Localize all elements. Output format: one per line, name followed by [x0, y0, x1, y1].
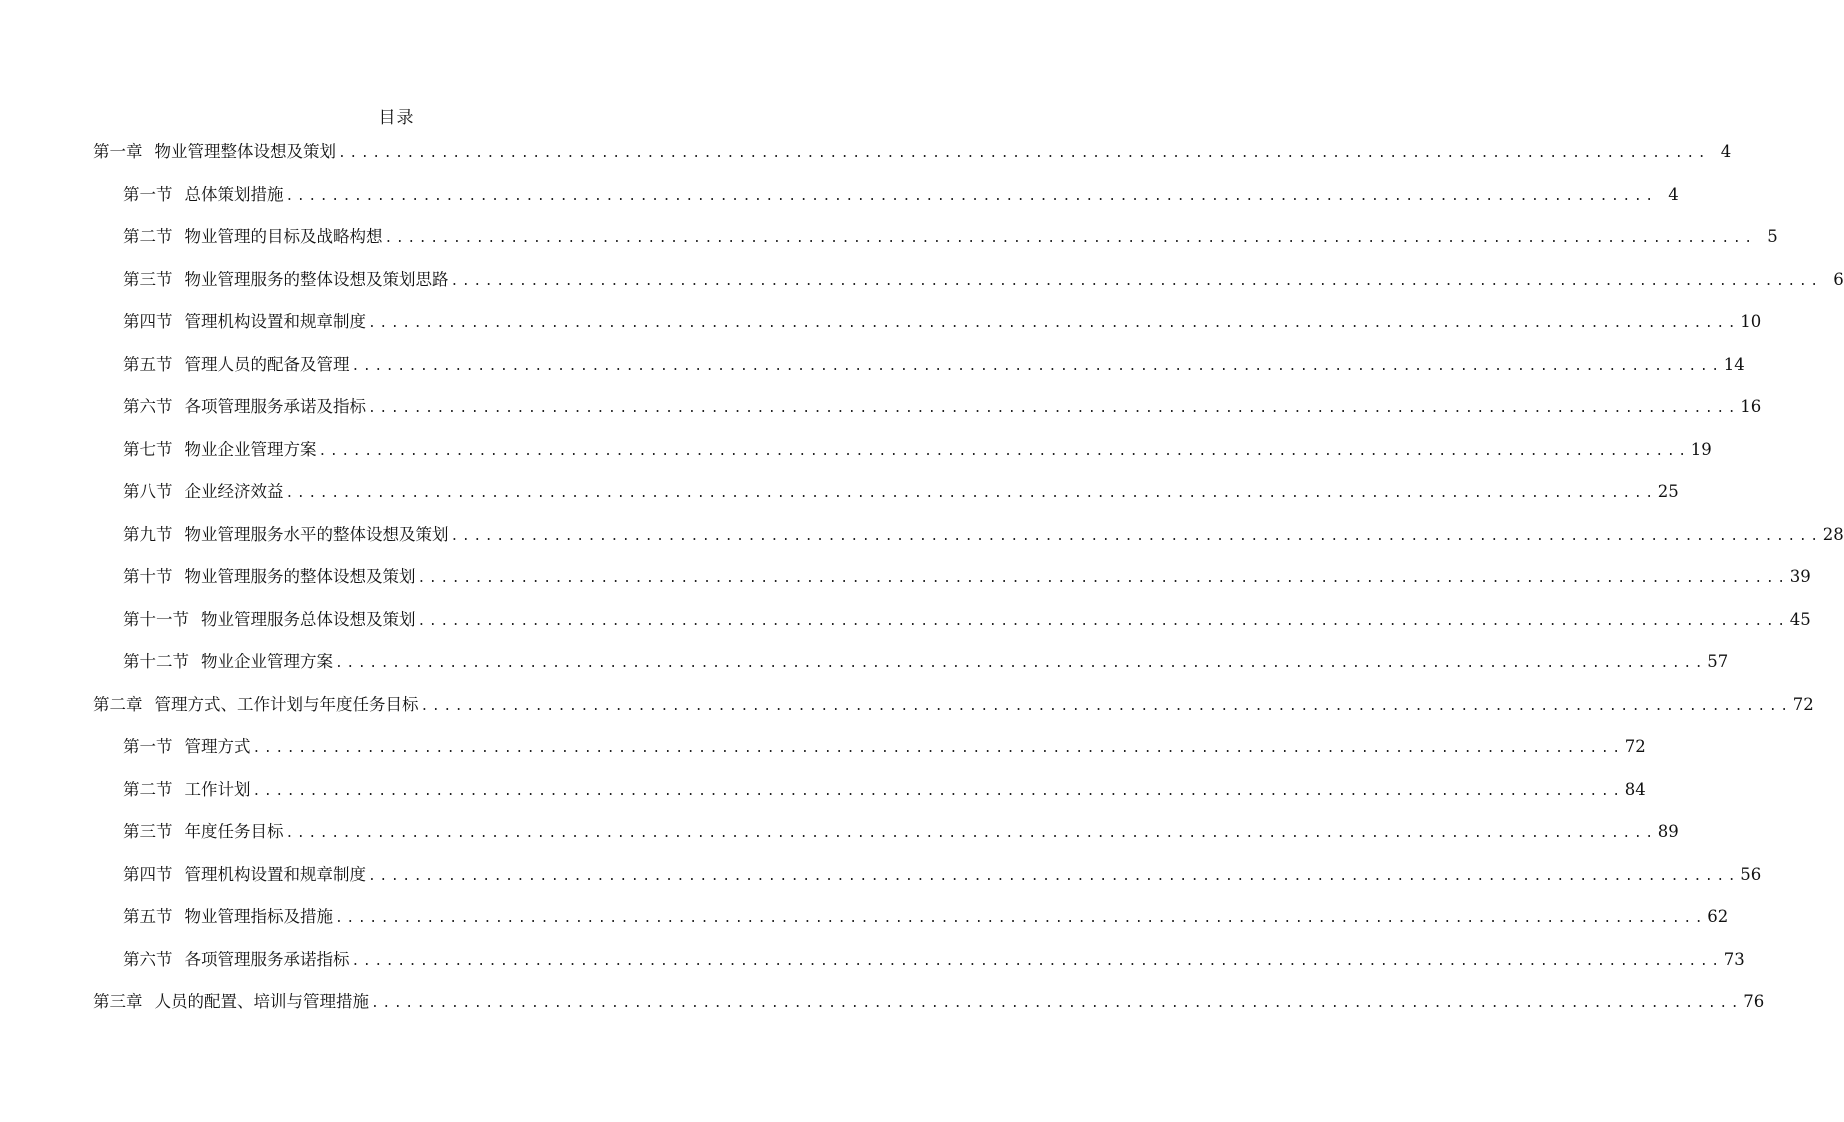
- toc-title: 目录: [378, 108, 415, 128]
- toc-page-number: 45: [1789, 609, 1811, 629]
- toc-dot-leader: ........................................................................................................................: [417, 571, 1789, 586]
- toc-entry[interactable]: [123, 435, 1712, 465]
- toc-entry[interactable]: [123, 307, 1762, 337]
- toc-entry-text: 物业企业管理方案: [184, 439, 317, 459]
- toc-page-number: 76: [1743, 992, 1765, 1011]
- toc-page-number: 14: [1723, 354, 1745, 374]
- toc-entry-text: 各项管理服务承诺指标: [184, 949, 350, 969]
- toc-dot-leader: ........................................................................................................................: [318, 443, 1690, 459]
- toc-page-number: 57: [1707, 652, 1729, 671]
- toc-dot-leader: ........................................................................................................................: [420, 698, 1792, 714]
- toc-entry-text: 工作计划: [184, 779, 251, 799]
- toc-entry-text: 物业管理服务的整体设想及策划: [184, 567, 416, 586]
- toc-entry-text: 管理方式: [184, 737, 251, 756]
- toc-page-number: 5: [1767, 227, 1778, 246]
- toc-entry[interactable]: [123, 180, 1679, 210]
- toc-entry-text: 管理方式、工作计划与年度任务目标: [154, 694, 419, 714]
- toc-entry-text: 各项管理服务承诺及指标: [184, 397, 366, 416]
- toc-entry-label: [93, 137, 336, 167]
- toc-entry-label: [123, 860, 366, 890]
- toc-entry[interactable]: [123, 647, 1729, 677]
- toc-entry[interactable]: [123, 222, 1778, 252]
- toc-entry-number: 第十节: [123, 567, 173, 586]
- toc-entry-label: [123, 477, 284, 507]
- toc-page-number: 72: [1624, 737, 1646, 756]
- toc-entry-number: 第三章: [93, 992, 143, 1011]
- toc-entry-text: 管理机构设置和规章制度: [184, 864, 366, 884]
- toc-entry-text: 物业管理服务水平的整体设想及策划: [184, 524, 449, 544]
- toc-entry[interactable]: [123, 477, 1679, 507]
- toc-dot-leader: ........................................................................................................................: [417, 613, 1789, 629]
- toc-page-number: 10: [1740, 312, 1762, 331]
- toc-entry-number: 第三节: [123, 269, 173, 289]
- toc-dot-leader: ........................................................................................................................: [252, 783, 1624, 799]
- toc-entry-number: 第五节: [123, 354, 173, 374]
- toc-page-number: 4: [1668, 184, 1679, 204]
- toc-entry-text: 物业管理整体设想及策划: [154, 142, 336, 161]
- toc-entry-label: [123, 647, 333, 677]
- toc-page-number: 28: [1822, 524, 1844, 544]
- toc-entry-number: 第二章: [93, 694, 143, 714]
- toc-entry[interactable]: [123, 392, 1762, 422]
- toc-dot-leader: ........................................................................................................................: [450, 528, 1822, 544]
- toc-entry-number: 第二节: [123, 227, 173, 246]
- toc-entry-label: [93, 987, 369, 1017]
- toc-dot-leader: ........................................................................................................................: [368, 401, 1740, 416]
- toc-entry-label: [123, 562, 416, 592]
- toc-entry-label: [123, 945, 350, 975]
- toc-dot-leader: ........................................................................................................................: [368, 316, 1740, 331]
- toc-entry-text: 管理机构设置和规章制度: [184, 312, 366, 331]
- toc-entry-number: 第九节: [123, 524, 173, 544]
- toc-entry-text: 人员的配置、培训与管理措施: [154, 992, 369, 1011]
- toc-page-number: 16: [1740, 397, 1762, 416]
- toc-page-number: 84: [1624, 779, 1646, 799]
- toc-entry-text: 总体策划措施: [184, 184, 284, 204]
- toc-entry-label: [123, 435, 317, 465]
- toc-entry-label: [123, 605, 416, 635]
- toc-dot-leader: ........................................................................................................................: [285, 188, 1657, 204]
- toc-page-number: 4: [1720, 142, 1732, 161]
- toc-page-number: 6: [1833, 269, 1844, 289]
- toc-page-number: 72: [1792, 694, 1814, 714]
- toc-entry-label: [123, 520, 449, 550]
- toc-entry-number: 第四节: [123, 312, 173, 331]
- toc-entry-number: 第七节: [123, 439, 173, 459]
- toc-entry-label: [123, 265, 449, 295]
- toc-entry-label: [123, 307, 366, 337]
- toc-entry[interactable]: [123, 775, 1646, 805]
- toc-dot-leader: ........................................................................................................................: [285, 486, 1657, 501]
- toc-entry-text: 物业管理指标及措施: [184, 907, 333, 926]
- toc-page-number: 39: [1789, 567, 1811, 586]
- toc-dot-leader: ........................................................................................................................: [351, 358, 1723, 374]
- toc-entry-label: [123, 817, 284, 847]
- toc-entry[interactable]: [123, 902, 1729, 932]
- toc-entry[interactable]: [123, 605, 1811, 635]
- toc-entry[interactable]: [123, 817, 1679, 847]
- toc-dot-leader: ........................................................................................................................: [335, 911, 1707, 926]
- toc-entry[interactable]: [123, 265, 1844, 295]
- toc-entry[interactable]: [93, 690, 1814, 720]
- toc-entry-text: 物业管理服务总体设想及策划: [201, 609, 416, 629]
- toc-entry-number: 第四节: [123, 864, 173, 884]
- toc-entry-label: [123, 222, 383, 252]
- toc-entry-label: [123, 180, 284, 210]
- toc-entry-number: 第八节: [123, 482, 173, 501]
- toc-entry-label: [93, 690, 419, 720]
- toc-page-number: 62: [1707, 907, 1729, 926]
- toc-entry-number: 第六节: [123, 949, 173, 969]
- toc-entry[interactable]: [93, 137, 1732, 167]
- toc-entry-text: 物业管理的目标及战略构想: [184, 227, 383, 246]
- toc-entry-number: 第十一节: [123, 609, 189, 629]
- toc-entry-number: 第一节: [123, 737, 173, 756]
- toc-dot-leader: ........................................................................................................................: [368, 868, 1740, 884]
- toc-entry-label: [123, 902, 333, 932]
- toc-entry-number: 第一章: [93, 142, 143, 161]
- toc-page-number: 19: [1690, 439, 1712, 459]
- toc-entry[interactable]: [123, 732, 1646, 762]
- toc-entry[interactable]: [93, 987, 1765, 1017]
- toc-entry[interactable]: [123, 350, 1745, 380]
- toc-entry-text: 物业管理服务的整体设想及策划思路: [184, 269, 449, 289]
- toc-entry-number: 第十二节: [123, 652, 189, 671]
- toc-dot-leader: ........................................................................................................................: [335, 656, 1707, 671]
- toc-entry-number: 第三节: [123, 822, 173, 841]
- toc-entry[interactable]: [123, 945, 1745, 975]
- toc-dot-leader: ........................................................................................................................: [450, 273, 1822, 289]
- toc-entry-text: 年度任务目标: [184, 822, 284, 841]
- toc-entry-label: [123, 732, 251, 762]
- toc-dot-leader: ........................................................................................................................: [252, 741, 1624, 756]
- toc-entry-label: [123, 350, 350, 380]
- toc-entry[interactable]: [123, 562, 1811, 592]
- toc-entry-number: 第一节: [123, 184, 173, 204]
- toc-entry-text: 物业企业管理方案: [201, 652, 333, 671]
- toc-dot-leader: ........................................................................................................................: [371, 996, 1743, 1011]
- toc-dot-leader: ........................................................................................................................: [338, 146, 1710, 161]
- toc-entry[interactable]: [123, 520, 1844, 550]
- toc-dot-leader: ........................................................................................................................: [351, 953, 1723, 969]
- toc-entry-text: 管理人员的配备及管理: [184, 354, 350, 374]
- toc-page-number: 56: [1740, 864, 1762, 884]
- toc-entry-label: [123, 775, 251, 805]
- toc-entry-label: [123, 392, 366, 422]
- toc-page-number: 73: [1723, 949, 1745, 969]
- toc-page-number: 25: [1657, 482, 1679, 501]
- toc-dot-leader: ........................................................................................................................: [285, 826, 1657, 841]
- toc-entry-text: 企业经济效益: [184, 482, 284, 501]
- toc-entry[interactable]: [123, 860, 1762, 890]
- toc-entry-number: 第六节: [123, 397, 173, 416]
- toc-page-number: 89: [1657, 822, 1679, 841]
- toc-dot-leader: ........................................................................................................................: [384, 231, 1756, 246]
- toc-entry-number: 第五节: [123, 907, 173, 926]
- toc-entry-number: 第二节: [123, 779, 173, 799]
